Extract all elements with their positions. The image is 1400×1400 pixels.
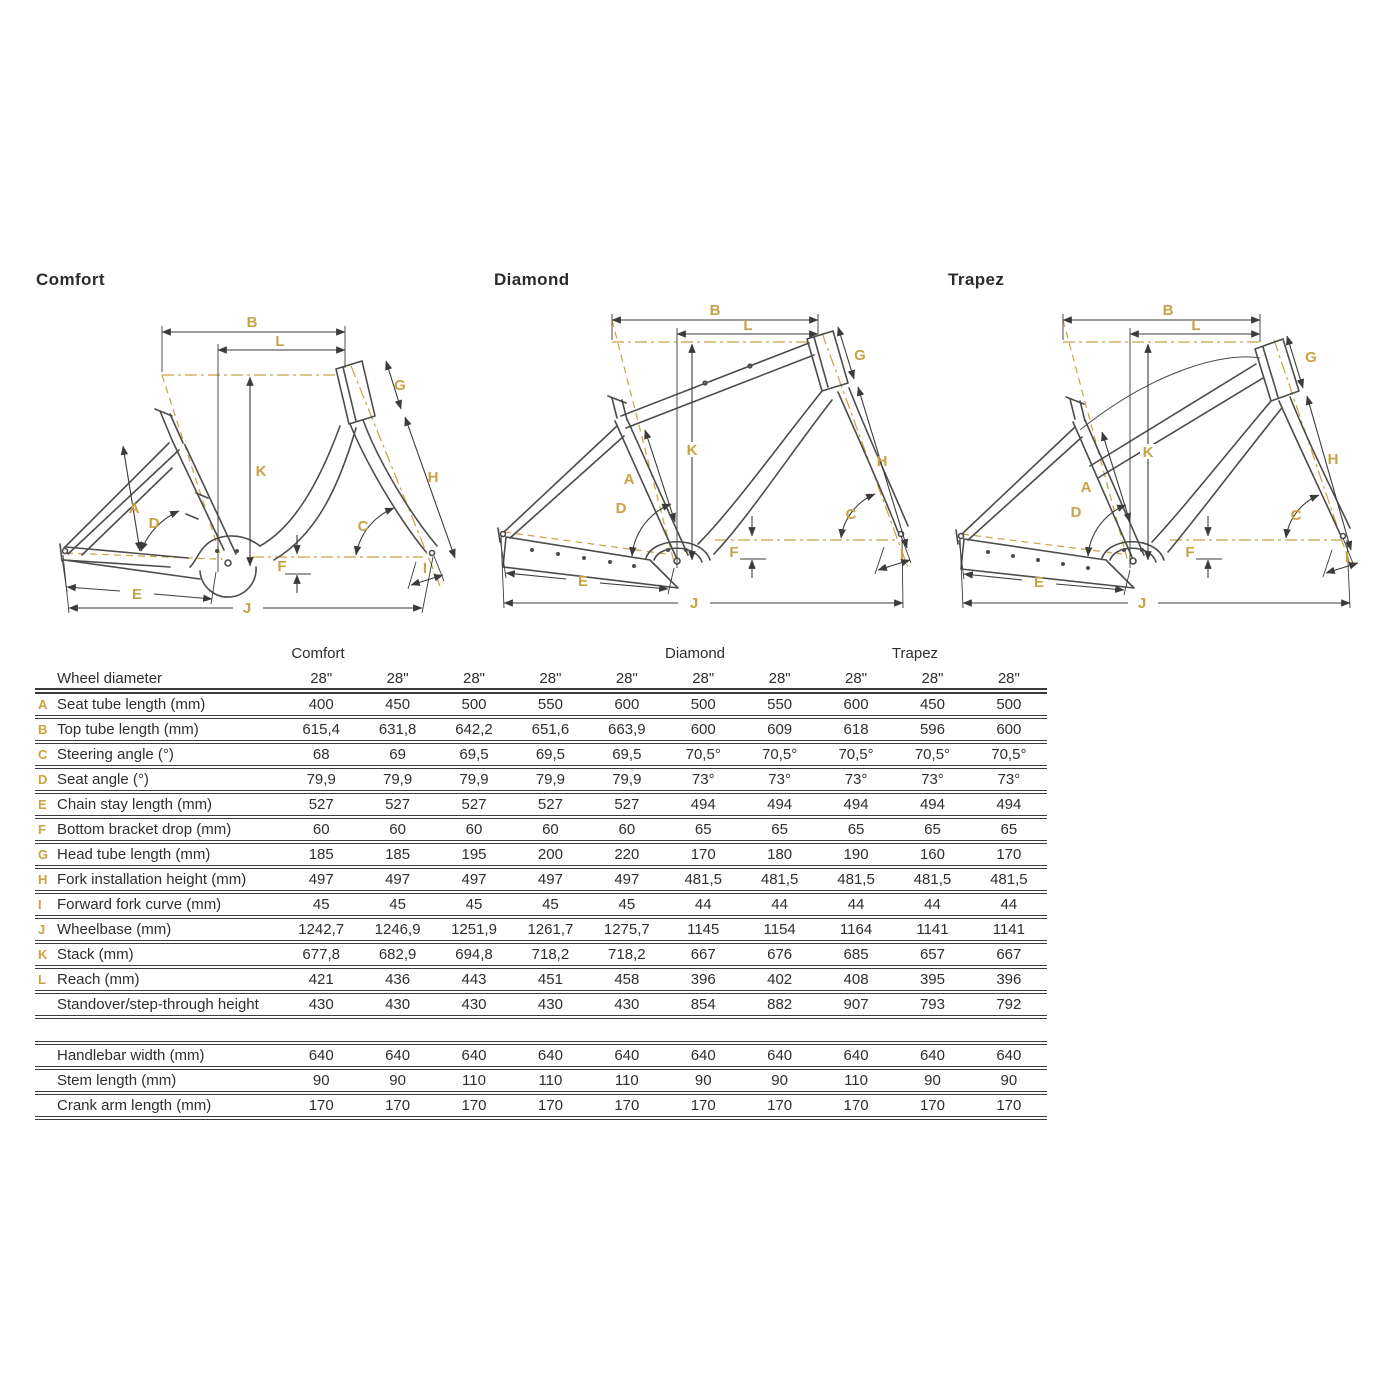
row-value: 1246,9 [374,921,421,938]
dim-label-h: H [1327,451,1339,468]
row-value: 494 [843,796,869,813]
row-value: 443 [461,971,487,988]
row-value: 494 [996,796,1022,813]
row-value: 1145 [687,921,720,938]
dim-label-f: F [277,558,287,575]
row-value: 676 [767,946,793,963]
row-value: 402 [767,971,793,988]
row-value: 79,9 [306,771,336,788]
row-value: 1261,7 [527,921,574,938]
row-label: Wheel diameter [57,669,163,687]
row-value: 436 [385,971,411,988]
row-value: 73° [844,771,868,788]
row-value: 170 [614,1097,640,1114]
row-value: 28" [386,669,409,687]
frame-outline [60,361,437,597]
row-value: 450 [919,696,945,713]
row-value: 90 [924,1072,941,1089]
row-value: 65 [924,821,941,838]
row-value: 90 [771,1072,788,1089]
row-value: 73° [997,771,1021,788]
row-value: 170 [996,1097,1022,1114]
row-value: 631,8 [378,721,417,738]
row-value: 395 [919,971,945,988]
row-value: 408 [843,971,869,988]
dim-label-k: K [255,463,267,480]
dim-label-j: J [242,600,252,617]
row-value: 73° [921,771,944,788]
row-value: 60 [389,821,406,838]
row-value: 28" [615,669,638,687]
row-value: 79,9 [383,771,413,788]
construction-lines [66,366,440,586]
row-value: 500 [690,696,716,713]
diamond-frame-drawing [470,270,940,635]
dimension-lines [959,314,1358,608]
dim-label-e: E [577,573,589,590]
row-value: 481,5 [837,871,875,888]
row-value: 481,5 [684,871,722,888]
row-value: 640 [996,1047,1022,1064]
row-value: 190 [843,846,869,863]
row-value: 640 [690,1047,716,1064]
row-value: 458 [614,971,640,988]
row-value: 68 [312,746,330,763]
row-value: 500 [996,696,1022,713]
row-value: 65 [694,821,712,838]
row-value: 718,2 [531,946,570,963]
dimension-letters [1034,302,1349,612]
row-value: 497 [537,871,563,888]
dim-label-k: K [1142,444,1154,461]
row-value: 497 [385,871,411,888]
row-value: 90 [389,1072,406,1089]
diagram-title-trapez: Trapez [948,270,1005,289]
row-value: 854 [690,996,716,1013]
row-value: 481,5 [760,871,799,888]
row-value: 110 [844,1072,868,1089]
row-value: 28" [845,669,868,687]
row-value: 618 [843,721,869,738]
row-value: 527 [461,796,487,813]
row-value: 185 [385,846,411,863]
dim-label-e: E [1033,574,1045,591]
row-value: 396 [996,971,1022,988]
row-value: 430 [614,996,640,1013]
row-key-letter: K [38,947,48,962]
row-value: 640 [843,1047,869,1064]
dim-label-i: I [899,546,905,563]
row-value: 882 [767,996,793,1013]
row-value: 667 [996,946,1022,963]
row-value: 1141 [916,921,949,938]
row-key-letter: C [38,747,48,762]
row-value: 90 [312,1072,330,1089]
row-label: Reach (mm) [57,971,140,988]
row-value: 170 [308,1097,334,1114]
row-value: 481,5 [990,871,1028,888]
diagram-panel-diamond [470,270,940,635]
row-label: Stem length (mm) [57,1072,177,1089]
row-value: 657 [919,946,945,963]
table-group-trapez: Trapez [891,645,939,662]
row-value: 28" [539,669,562,687]
table-group-diamond: Diamond [664,645,726,662]
row-value: 65 [847,821,865,838]
row-value: 45 [312,896,330,913]
row-value: 110 [462,1072,486,1089]
table-row [35,994,1047,1019]
row-value: 609 [767,721,793,738]
row-value: 497 [461,871,487,888]
row-value: 494 [690,796,716,813]
row-value: 430 [537,996,563,1013]
dim-label-a: A [1080,479,1092,496]
dimension-letters [129,314,439,617]
dim-label-d: D [1070,504,1082,521]
row-value: 60 [312,821,330,838]
row-label: Standover/step-through height [57,996,259,1013]
row-value: 1141 [992,921,1025,938]
row-key-letter: D [38,772,48,787]
dim-label-a: A [128,500,140,517]
dim-label-j: J [689,595,699,612]
dim-label-g: G [1305,349,1317,366]
row-value: 160 [919,846,945,863]
row-value: 65 [771,821,788,838]
row-label: Handlebar width (mm) [57,1047,205,1064]
table-row [35,969,1047,994]
row-value: 69,5 [459,746,489,763]
row-value: 421 [308,971,334,988]
table-row [35,1095,1047,1120]
dim-label-c: C [357,518,369,535]
row-value: 73° [768,771,791,788]
row-value: 28" [997,669,1020,687]
row-label: Fork installation height (mm) [57,871,247,888]
row-label: Bottom bracket drop (mm) [57,821,232,838]
row-value: 170 [767,1097,793,1114]
row-value: 90 [1000,1072,1018,1089]
table-group-comfort: Comfort [291,645,345,662]
row-value: 640 [537,1047,563,1064]
row-value: 170 [690,1097,716,1114]
dim-label-b: B [246,314,258,331]
row-value: 497 [308,871,334,888]
row-value: 677,8 [302,946,340,963]
table-row [35,1045,1047,1070]
table-row [35,769,1047,794]
row-value: 451 [537,971,563,988]
row-label: Seat tube length (mm) [57,696,206,713]
row-value: 527 [537,796,563,813]
row-value: 195 [461,846,487,863]
row-value: 60 [465,821,483,838]
row-value: 527 [614,796,640,813]
trapez-frame-drawing [930,270,1400,635]
row-value: 600 [614,696,640,713]
frame-outline [498,331,908,588]
row-value: 450 [385,696,411,713]
row-label: Crank arm length (mm) [57,1097,212,1114]
row-key-letter: L [38,972,46,987]
table-row [35,1070,1047,1095]
dim-label-c: C [845,506,857,523]
row-value: 494 [767,796,793,813]
dimension-lines [500,314,911,608]
row-value: 45 [618,896,636,913]
row-value: 28" [921,669,944,687]
dim-label-f: F [729,544,739,561]
row-value: 45 [389,896,406,913]
dim-label-g: G [394,377,406,394]
row-key-letter: J [38,922,46,937]
diagram-panel-trapez [930,270,1400,635]
row-value: 640 [767,1047,793,1064]
dim-label-f: F [1185,544,1195,561]
row-value: 70,5° [838,746,874,763]
row-value: 73° [691,771,715,788]
row-key-letter: F [38,822,46,837]
row-value: 600 [690,721,716,738]
dim-label-g: G [854,347,866,364]
row-value: 527 [308,796,334,813]
row-value: 44 [847,896,865,913]
row-value: 70,5° [685,746,721,763]
row-value: 615,4 [302,721,340,738]
row-value: 1242,7 [298,921,345,938]
row-value: 110 [614,1072,639,1089]
dim-label-b: B [709,302,721,319]
table-row [35,719,1047,744]
table-row [35,869,1047,894]
row-value: 69,5 [535,746,566,763]
table-row [35,744,1047,769]
row-value: 170 [690,846,716,863]
table-row [35,819,1047,844]
dim-label-l: L [743,317,753,334]
row-value: 28" [768,669,791,687]
row-key-letter: G [38,847,49,862]
row-value: 1251,9 [451,921,497,938]
row-label: Top tube length (mm) [57,721,199,738]
dim-label-d: D [148,515,160,532]
row-value: 651,6 [531,721,570,738]
dim-label-d: D [615,500,627,517]
row-value: 497 [614,871,640,888]
row-value: 170 [996,846,1022,863]
row-value: 60 [618,821,636,838]
table-row [35,919,1047,944]
row-value: 640 [308,1047,334,1064]
row-value: 44 [694,896,712,913]
dim-label-b: B [1162,302,1174,319]
row-value: 44 [771,896,788,913]
row-value: 550 [537,696,563,713]
row-value: 79,9 [535,771,566,788]
table-row [35,794,1047,819]
row-value: 44 [1000,896,1018,913]
row-value: 600 [996,721,1022,738]
dim-label-l: L [275,333,285,350]
table-section-gap [35,1019,1047,1045]
row-value: 60 [542,821,559,838]
row-value: 792 [996,996,1022,1013]
table-row-wheel-diameter [35,668,1047,694]
row-value: 907 [843,996,869,1013]
row-value: 667 [690,946,716,963]
row-value: 527 [385,796,411,813]
row-key-letter: H [38,872,48,887]
diagram-title-comfort: Comfort [36,270,105,289]
row-value: 600 [843,696,869,713]
row-value: 70,5° [991,746,1027,763]
dim-label-i: I [422,560,428,577]
table-row [35,844,1047,869]
table-row [35,944,1047,969]
row-value: 200 [537,846,563,863]
diagram-title-diamond: Diamond [494,270,570,289]
row-label: Steering angle (°) [57,746,174,763]
row-value: 45 [542,896,559,913]
row-value: 65 [1000,821,1018,838]
row-value: 28" [692,669,715,687]
row-value: 550 [767,696,793,713]
dim-label-k: K [686,442,698,459]
table-group-header-row [35,640,1047,668]
row-value: 110 [538,1072,563,1089]
row-label: Forward fork curve (mm) [57,896,222,913]
row-value: 430 [308,996,334,1013]
geometry-table [35,640,1047,1120]
row-value: 28" [463,669,486,687]
row-value: 45 [465,896,483,913]
dim-label-e: E [131,586,143,603]
row-value: 494 [919,796,945,813]
row-key-letter: B [38,722,48,737]
dim-label-i: I [1344,549,1350,566]
row-value: 170 [919,1097,945,1114]
row-value: 640 [614,1047,640,1064]
frame-outline [956,339,1350,588]
row-value: 79,9 [459,771,489,788]
row-value: 1275,7 [603,921,650,938]
row-value: 642,2 [455,721,493,738]
row-value: 69,5 [612,746,642,763]
row-value: 28" [310,669,333,687]
dim-label-a: A [623,471,635,488]
row-value: 596 [919,721,945,738]
dim-label-l: L [1191,317,1201,334]
row-value: 682,9 [378,946,417,963]
row-value: 663,9 [608,721,646,738]
row-value: 1164 [839,921,873,938]
row-value: 793 [919,996,945,1013]
row-value: 44 [924,896,941,913]
row-value: 70,5° [762,746,798,763]
row-value: 640 [919,1047,945,1064]
row-value: 640 [461,1047,487,1064]
row-value: 481,5 [913,871,952,888]
dim-label-h: H [427,469,439,486]
row-value: 70,5° [914,746,951,763]
row-value: 90 [694,1072,712,1089]
row-value: 170 [537,1097,563,1114]
row-value: 185 [308,846,334,863]
row-label: Stack (mm) [57,946,134,963]
row-value: 170 [385,1097,411,1114]
row-key-letter: E [38,797,47,812]
row-key-letter: A [38,697,48,712]
dimension-letters [578,302,904,612]
dim-label-j: J [1137,595,1147,612]
row-value: 170 [461,1097,487,1114]
row-value: 430 [385,996,411,1013]
row-key-letter: I [38,897,42,912]
row-value: 396 [690,971,716,988]
row-value: 170 [843,1097,869,1114]
row-value: 79,9 [612,771,642,788]
row-value: 1154 [763,921,796,938]
row-value: 685 [843,946,869,963]
dim-label-h: H [876,453,888,470]
table-row [35,694,1047,719]
row-value: 694,8 [455,946,493,963]
comfort-frame-drawing [20,270,470,635]
row-value: 220 [614,846,640,863]
row-value: 718,2 [608,946,646,963]
row-value: 430 [461,996,487,1013]
dim-label-c: C [1290,507,1302,524]
row-label: Head tube length (mm) [57,846,211,863]
table-row [35,894,1047,919]
row-value: 69 [389,746,406,763]
row-value: 180 [767,846,793,863]
row-value: 400 [308,696,334,713]
row-label: Chain stay length (mm) [57,796,213,813]
row-label: Wheelbase (mm) [57,921,172,938]
row-value: 640 [385,1047,411,1064]
row-label: Seat angle (°) [57,771,149,788]
diagram-panel-comfort [20,270,490,635]
row-value: 500 [461,696,487,713]
